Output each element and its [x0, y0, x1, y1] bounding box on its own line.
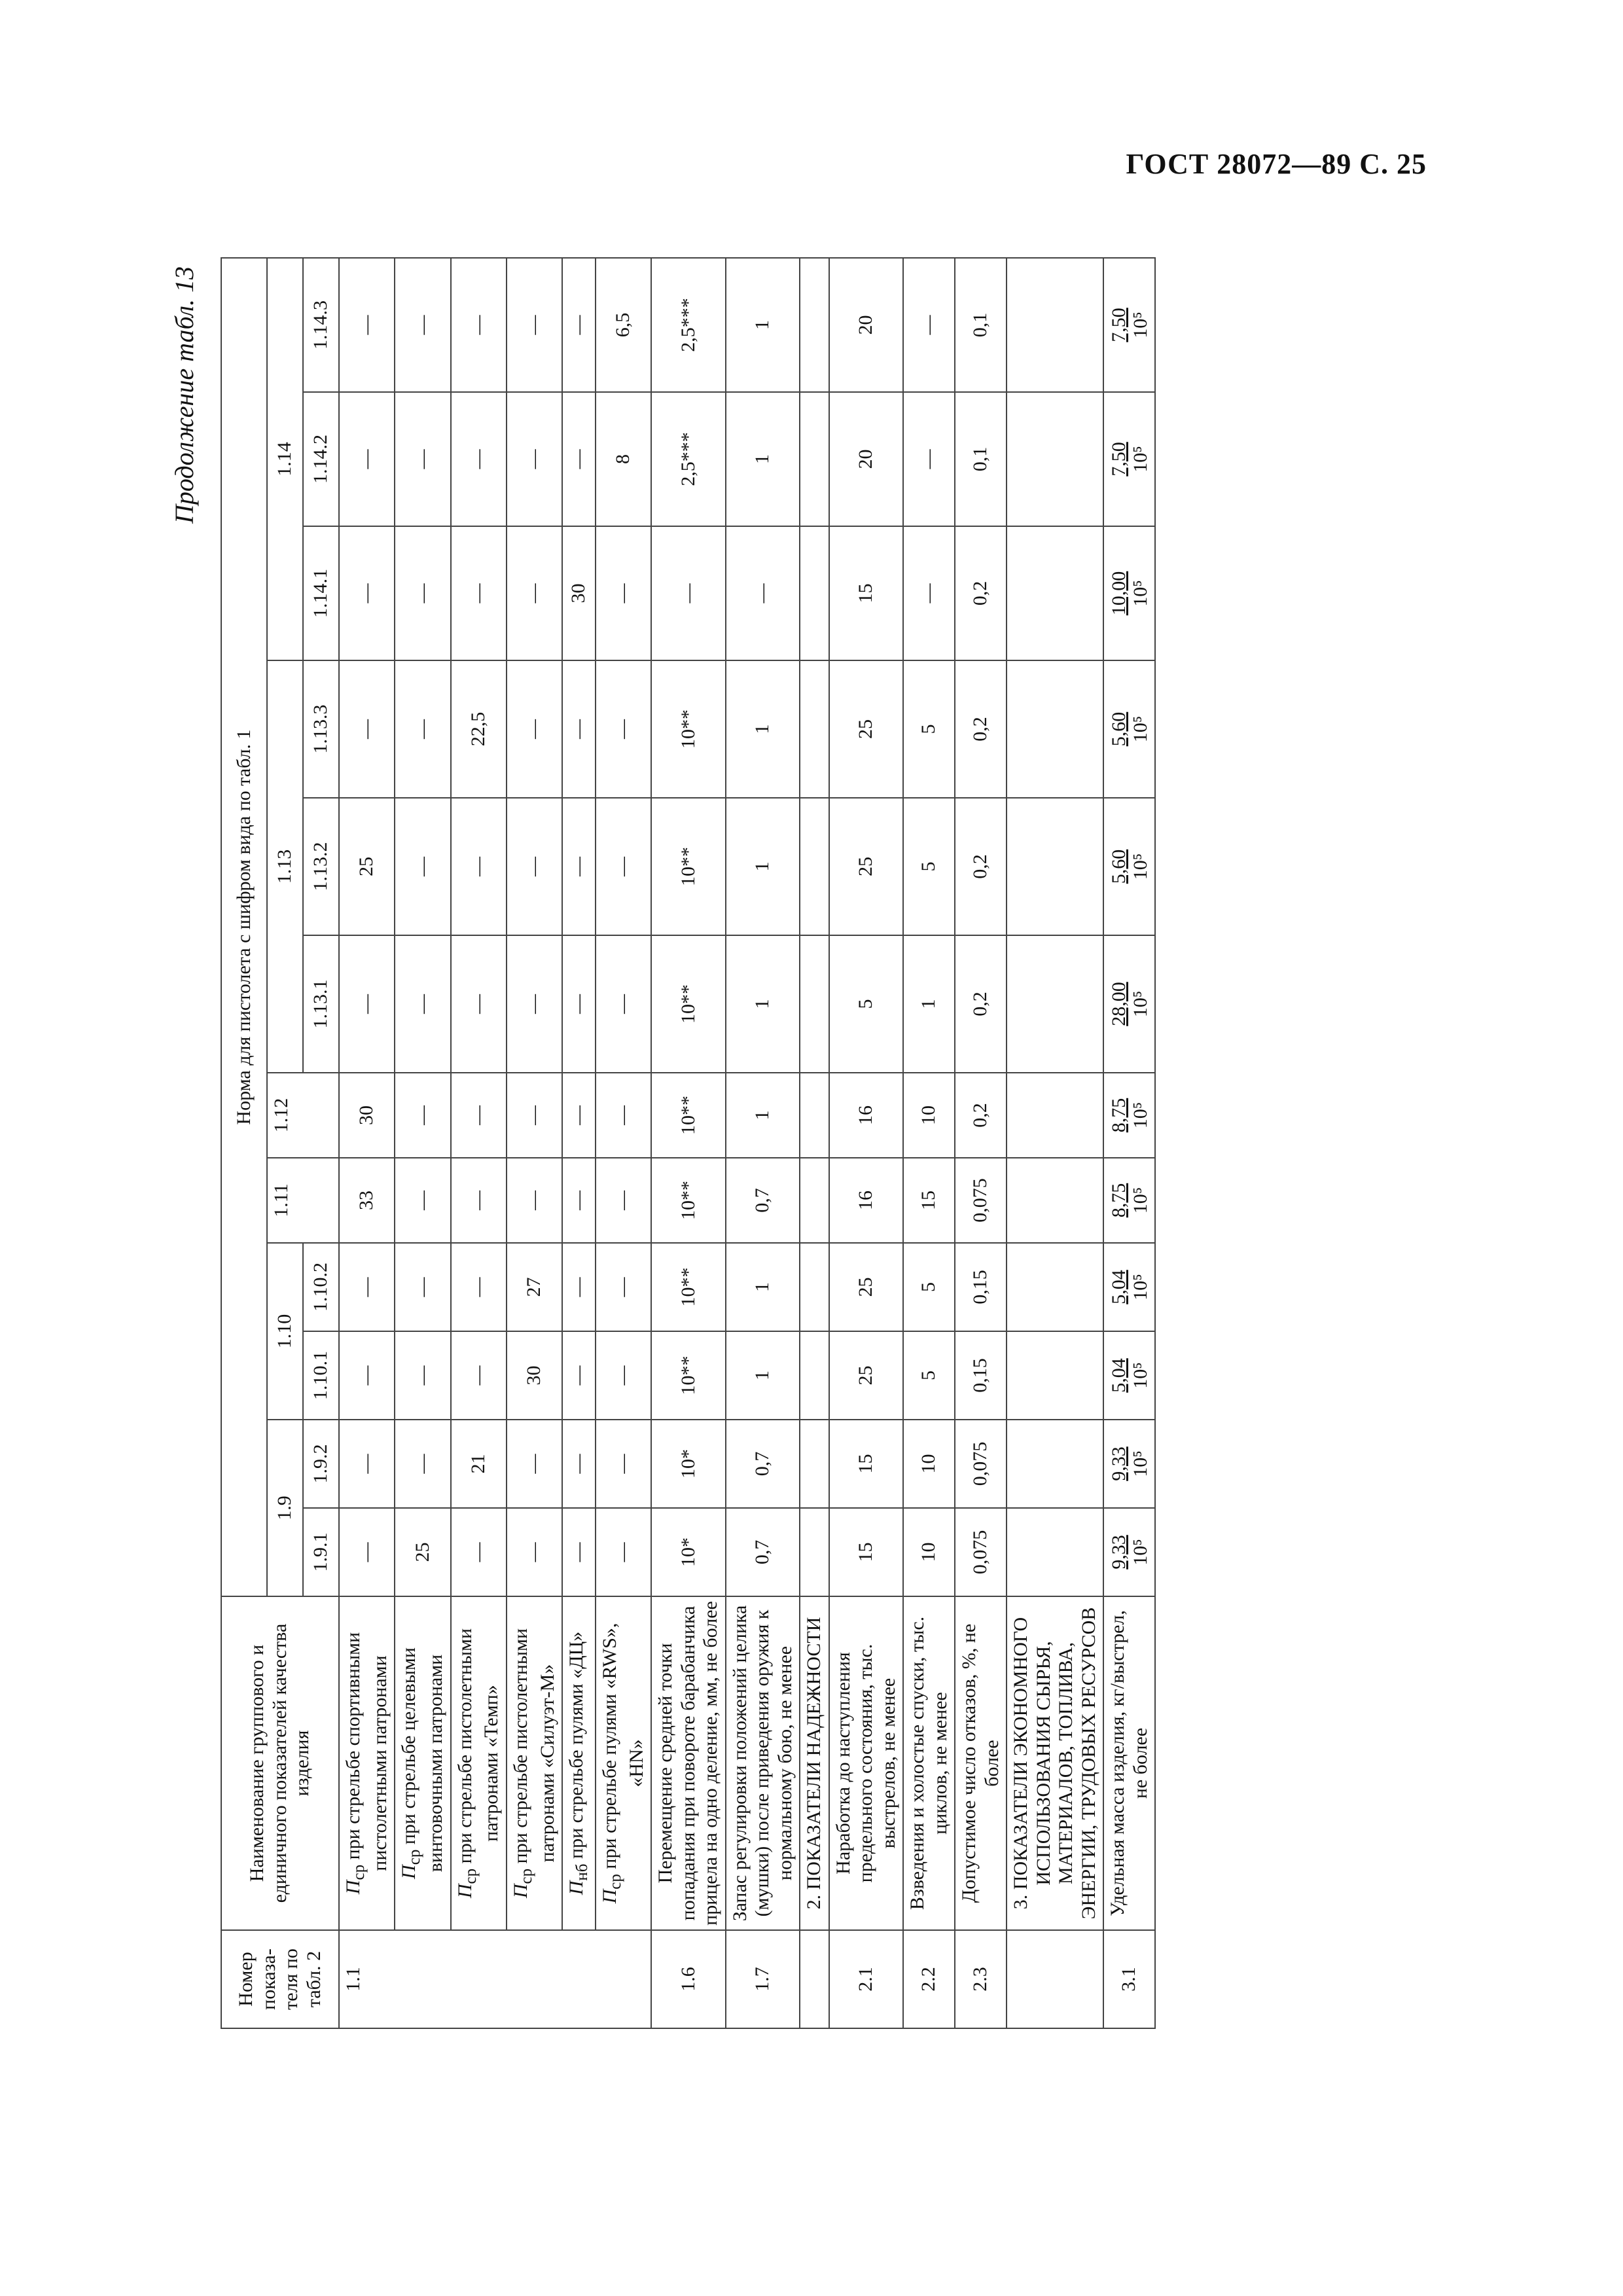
value-cell: — — [507, 1420, 562, 1508]
fraction-denominator: 10⁵ — [1129, 1362, 1151, 1389]
rotated-table-area — [165, 223, 1448, 2029]
header-group: 1.11 — [267, 1158, 339, 1243]
value-cell: — — [451, 935, 507, 1073]
value-cell: 15 — [829, 1420, 904, 1508]
empty-cell — [1007, 526, 1103, 660]
fraction-denominator: 10⁵ — [1129, 1102, 1151, 1129]
value-cell: — — [507, 935, 562, 1073]
value-cell: 1 — [726, 392, 800, 526]
header-sub: 1.9.1 — [303, 1508, 339, 1596]
fraction-numerator: 7,50 — [1107, 308, 1130, 342]
fraction-denominator: 10⁵ — [1129, 1274, 1151, 1300]
row-name: $П_{ср}$ при стрельбе спортивными пистолетными патронами — [339, 1596, 395, 1930]
value-cell: — — [395, 1158, 450, 1243]
value-cell: 16 — [829, 1158, 904, 1243]
header-group: 1.12 — [267, 1073, 339, 1158]
fraction-cell — [1103, 392, 1155, 526]
value-cell: — — [507, 1158, 562, 1243]
table-caption: Продолжение табл. 13 — [169, 266, 199, 524]
empty-cell — [1007, 1508, 1103, 1596]
header-sub: 1.14.1 — [303, 526, 339, 660]
empty-cell — [1007, 935, 1103, 1073]
value-cell: — — [726, 526, 800, 660]
section-row — [1007, 258, 1103, 2028]
fraction-numerator: 5,60 — [1107, 711, 1130, 747]
value-cell: — — [562, 935, 596, 1073]
fraction-numerator: 5,04 — [1107, 1270, 1130, 1304]
row-name: Взведения и холостые спуски, тыс. циклов, не менее — [903, 1596, 955, 1930]
value-cell: — — [395, 1243, 450, 1331]
fraction-numerator: 7,50 — [1107, 442, 1130, 476]
header-col-num: Номер показа-теля по табл. 2 — [221, 1930, 339, 2028]
value-cell: 30 — [339, 1073, 395, 1158]
row-name: Запас регулировки положений целика (мушки) после приведения оружия к нормальному бою, не менее — [726, 1596, 800, 1930]
empty-cell — [1007, 1331, 1103, 1420]
value-cell: 10** — [651, 935, 726, 1073]
value-cell: — — [596, 1243, 651, 1331]
table-row — [1103, 258, 1155, 2028]
header-sub: 1.13.2 — [303, 798, 339, 935]
value-cell: 20 — [829, 258, 904, 392]
value-cell: — — [596, 1508, 651, 1596]
fraction — [1108, 1532, 1151, 1572]
value-cell: — — [395, 392, 450, 526]
fraction-cell — [1103, 935, 1155, 1073]
value-cell: 0,2 — [955, 526, 1007, 660]
fraction-denominator: 10⁵ — [1129, 446, 1151, 473]
fraction-cell — [1103, 1331, 1155, 1420]
value-cell: 30 — [562, 526, 596, 660]
value-cell: — — [562, 660, 596, 798]
value-cell: — — [507, 660, 562, 798]
value-cell: 10** — [651, 798, 726, 935]
row-number: 1.7 — [726, 1930, 800, 2028]
value-cell: 1 — [903, 935, 955, 1073]
empty-cell — [800, 798, 829, 935]
value-cell: — — [562, 1508, 596, 1596]
row-number: 3.1 — [1103, 1930, 1155, 2028]
value-cell: 0,2 — [955, 660, 1007, 798]
table-row — [726, 258, 800, 2028]
value-cell: — — [651, 526, 726, 660]
value-cell: — — [596, 798, 651, 935]
value-cell: 1 — [726, 1331, 800, 1420]
fraction — [1108, 569, 1151, 619]
row-number: 2.3 — [955, 1930, 1007, 2028]
fraction-numerator: 9,33 — [1107, 1535, 1130, 1570]
value-cell: 0,15 — [955, 1243, 1007, 1331]
header-group: 1.13 — [267, 660, 303, 1073]
fraction-cell — [1103, 1243, 1155, 1331]
fraction-denominator: 10⁵ — [1129, 990, 1151, 1018]
section-title: 3. ПОКАЗАТЕЛИ ЭКОНОМНОГО ИСПОЛЬЗОВАНИЯ СЫРЬЯ, МАТЕРИАЛОВ, ТОПЛИВА, ЭНЕРГИИ, ТРУДОВЫХ РЕСУРСОВ — [1007, 1596, 1103, 1930]
value-cell: — — [451, 1243, 507, 1331]
value-cell: — — [395, 258, 450, 392]
table-row — [596, 258, 651, 2028]
value-cell: — — [339, 935, 395, 1073]
table-row — [955, 258, 1007, 2028]
row-number: 1.6 — [651, 1930, 726, 2028]
header-group: 1.14 — [267, 258, 303, 660]
value-cell: 0,7 — [726, 1508, 800, 1596]
row-name: $П_{нб}$ при стрельбе пулями «ДЦ» — [562, 1596, 596, 1930]
value-cell: 15 — [829, 526, 904, 660]
fraction-cell — [1103, 258, 1155, 392]
value-cell: 5 — [829, 935, 904, 1073]
value-cell: 0,7 — [726, 1158, 800, 1243]
fraction-cell — [1103, 660, 1155, 798]
row-number-empty — [800, 1930, 829, 2028]
value-cell: — — [451, 526, 507, 660]
value-cell: 10** — [651, 660, 726, 798]
table-row — [451, 258, 507, 2028]
row-number: 1.1 — [339, 1930, 651, 2028]
value-cell: 1 — [726, 660, 800, 798]
row-name: Удельная масса изделия, кг/выстрел, не более — [1103, 1596, 1155, 1930]
value-cell: 16 — [829, 1073, 904, 1158]
header-sub: 1.9.2 — [303, 1420, 339, 1508]
value-cell: — — [903, 392, 955, 526]
row-name: $П_{ср}$ при стрельбе пистолетными патронами «Темп» — [451, 1596, 507, 1930]
value-cell: — — [562, 798, 596, 935]
value-cell: — — [451, 1073, 507, 1158]
fraction — [1108, 847, 1151, 887]
fraction-denominator: 10⁵ — [1129, 312, 1151, 338]
value-cell: — — [451, 258, 507, 392]
value-cell: — — [339, 258, 395, 392]
empty-cell — [1007, 1073, 1103, 1158]
value-cell: 10 — [903, 1508, 955, 1596]
value-cell: — — [451, 1508, 507, 1596]
fraction — [1108, 1181, 1151, 1221]
value-cell: — — [596, 1158, 651, 1243]
value-cell: 21 — [451, 1420, 507, 1508]
section-row — [800, 258, 829, 2028]
value-cell: — — [339, 526, 395, 660]
fraction-numerator: 8,75 — [1107, 1183, 1130, 1218]
value-cell: 25 — [339, 798, 395, 935]
empty-cell — [800, 1420, 829, 1508]
value-cell: 25 — [395, 1508, 450, 1596]
row-number: 2.2 — [903, 1930, 955, 2028]
value-cell: — — [507, 392, 562, 526]
value-cell: 1 — [726, 1073, 800, 1158]
value-cell: — — [507, 526, 562, 660]
value-cell: — — [562, 1331, 596, 1420]
empty-cell — [800, 1508, 829, 1596]
fraction-denominator: 10⁵ — [1129, 853, 1151, 880]
value-cell: — — [339, 1420, 395, 1508]
value-cell: — — [395, 660, 450, 798]
value-cell: — — [395, 1331, 450, 1420]
fraction — [1108, 1355, 1151, 1395]
value-cell: 15 — [829, 1508, 904, 1596]
value-cell: — — [562, 392, 596, 526]
value-cell: — — [339, 1243, 395, 1331]
fraction-cell — [1103, 1420, 1155, 1508]
fraction-cell — [1103, 1508, 1155, 1596]
value-cell: — — [596, 660, 651, 798]
value-cell: 6,5 — [596, 258, 651, 392]
value-cell: 8 — [596, 392, 651, 526]
table-row — [507, 258, 562, 2028]
value-cell: 10 — [903, 1073, 955, 1158]
fraction-numerator: 5,04 — [1107, 1358, 1130, 1393]
value-cell: — — [596, 1331, 651, 1420]
value-cell: 1 — [726, 258, 800, 392]
row-name: Перемещение средней точки попадания при повороте барабанчика прицела на одно деление, мм, не более — [651, 1596, 726, 1930]
value-cell: 25 — [829, 798, 904, 935]
value-cell: 25 — [829, 1331, 904, 1420]
fraction — [1108, 439, 1151, 479]
empty-cell — [1007, 392, 1103, 526]
value-cell: 10* — [651, 1420, 726, 1508]
value-cell: 15 — [903, 1158, 955, 1243]
empty-cell — [1007, 258, 1103, 392]
fraction-numerator: 8,75 — [1107, 1098, 1130, 1133]
header-sub: 1.14.3 — [303, 258, 339, 392]
fraction — [1108, 1267, 1151, 1307]
value-cell: — — [596, 526, 651, 660]
value-cell: 0,2 — [955, 798, 1007, 935]
fraction-numerator: 28,00 — [1107, 982, 1130, 1026]
fraction-numerator: 5,60 — [1107, 849, 1130, 884]
value-cell: — — [395, 1073, 450, 1158]
value-cell: 0,15 — [955, 1331, 1007, 1420]
empty-cell — [800, 526, 829, 660]
value-cell: — — [596, 1420, 651, 1508]
fraction-cell — [1103, 798, 1155, 935]
header-sub: 1.13.1 — [303, 935, 339, 1073]
fraction — [1108, 1096, 1151, 1136]
row-number: 2.1 — [829, 1930, 904, 2028]
row-name: $П_{ср}$ при стрельбе пистолетными патронами «Силуэт-М» — [507, 1596, 562, 1930]
value-cell: 0,1 — [955, 258, 1007, 392]
value-cell: — — [562, 1420, 596, 1508]
section-title: 2. ПОКАЗАТЕЛИ НАДЕЖНОСТИ — [800, 1596, 829, 1930]
value-cell: 10** — [651, 1158, 726, 1243]
value-cell: — — [507, 798, 562, 935]
value-cell: — — [395, 798, 450, 935]
value-cell: 5 — [903, 1331, 955, 1420]
value-cell: 2,5*** — [651, 258, 726, 392]
value-cell: 0,2 — [955, 1073, 1007, 1158]
value-cell: 2,5*** — [651, 392, 726, 526]
fraction-denominator: 10⁵ — [1129, 1450, 1151, 1477]
table-row — [903, 258, 955, 2028]
value-cell: — — [451, 798, 507, 935]
value-cell: — — [507, 1073, 562, 1158]
fraction — [1108, 1444, 1151, 1484]
empty-cell — [1007, 1243, 1103, 1331]
fraction-numerator: 10,00 — [1107, 571, 1130, 616]
empty-cell — [1007, 660, 1103, 798]
value-cell: — — [395, 935, 450, 1073]
empty-cell — [800, 935, 829, 1073]
data-table — [221, 257, 1156, 2029]
value-cell: — — [507, 258, 562, 392]
empty-cell — [800, 392, 829, 526]
value-cell: 0,075 — [955, 1508, 1007, 1596]
empty-cell — [800, 1331, 829, 1420]
value-cell: 0,1 — [955, 392, 1007, 526]
value-cell: — — [395, 1420, 450, 1508]
value-cell: 1 — [726, 935, 800, 1073]
value-cell: — — [562, 258, 596, 392]
value-cell: — — [339, 392, 395, 526]
empty-cell — [800, 1158, 829, 1243]
header-sub: 1.14.2 — [303, 392, 339, 526]
table-row — [829, 258, 904, 2028]
value-cell: 10** — [651, 1331, 726, 1420]
value-cell: — — [451, 1331, 507, 1420]
table-row — [562, 258, 596, 2028]
fraction — [1108, 305, 1151, 345]
value-cell: 1 — [726, 1243, 800, 1331]
empty-cell — [1007, 1420, 1103, 1508]
empty-cell — [1007, 1158, 1103, 1243]
value-cell: — — [507, 1508, 562, 1596]
table-row — [651, 258, 726, 2028]
header-sub: 1.13.3 — [303, 660, 339, 798]
empty-cell — [1007, 798, 1103, 935]
value-cell: — — [339, 1508, 395, 1596]
value-cell: 5 — [903, 798, 955, 935]
empty-cell — [800, 660, 829, 798]
value-cell: 20 — [829, 392, 904, 526]
value-cell: 33 — [339, 1158, 395, 1243]
value-cell: — — [596, 935, 651, 1073]
value-cell: 27 — [507, 1243, 562, 1331]
value-cell: — — [339, 1331, 395, 1420]
fraction — [1108, 979, 1151, 1029]
empty-cell — [800, 258, 829, 392]
empty-cell — [800, 1073, 829, 1158]
row-name: $П_{ср}$ при стрельбе пулями «RWS», «HN» — [596, 1596, 651, 1930]
value-cell: 5 — [903, 1243, 955, 1331]
value-cell: 22,5 — [451, 660, 507, 798]
header-sub: 1.10.2 — [303, 1243, 339, 1331]
row-name: Наработка до наступления предельного состояния, тыс. выстрелов, не менее — [829, 1596, 904, 1930]
fraction-cell — [1103, 1073, 1155, 1158]
row-name: $П_{ср}$ при стрельбе целевыми винтовочными патронами — [395, 1596, 450, 1930]
fraction-cell — [1103, 1158, 1155, 1243]
fraction-denominator: 10⁵ — [1129, 1539, 1151, 1566]
fraction-cell — [1103, 526, 1155, 660]
fraction-denominator: 10⁵ — [1129, 1187, 1151, 1214]
value-cell: 10 — [903, 1420, 955, 1508]
value-cell: — — [562, 1073, 596, 1158]
header-group: 1.9 — [267, 1420, 303, 1596]
page-header: ГОСТ 28072—89 С. 25 — [1126, 148, 1427, 180]
value-cell: — — [562, 1243, 596, 1331]
fraction-denominator: 10⁵ — [1129, 580, 1151, 607]
header-group: 1.10 — [267, 1243, 303, 1420]
fraction-denominator: 10⁵ — [1129, 715, 1151, 743]
value-cell: 0,7 — [726, 1420, 800, 1508]
value-cell: 10** — [651, 1243, 726, 1331]
header-sub: 1.10.1 — [303, 1331, 339, 1420]
empty-cell — [800, 1243, 829, 1331]
header-col-name: Наименование группового и единичного показателей качества изделия — [221, 1596, 339, 1930]
value-cell: — — [562, 1158, 596, 1243]
value-cell: — — [339, 660, 395, 798]
value-cell: 25 — [829, 660, 904, 798]
fraction-numerator: 9,33 — [1107, 1446, 1130, 1481]
fraction — [1108, 709, 1151, 749]
value-cell: — — [451, 1158, 507, 1243]
value-cell: — — [395, 526, 450, 660]
value-cell: 1 — [726, 798, 800, 935]
value-cell: 30 — [507, 1331, 562, 1420]
table-row — [339, 258, 395, 2028]
value-cell: 0,075 — [955, 1158, 1007, 1243]
value-cell: — — [903, 526, 955, 660]
value-cell: — — [903, 258, 955, 392]
value-cell: 0,075 — [955, 1420, 1007, 1508]
table-body — [339, 258, 1155, 2028]
row-name: Допустимое число отказов, %, не более — [955, 1596, 1007, 1930]
value-cell: 0,2 — [955, 935, 1007, 1073]
value-cell: 5 — [903, 660, 955, 798]
value-cell: 10* — [651, 1508, 726, 1596]
value-cell: 25 — [829, 1243, 904, 1331]
value-cell: — — [451, 392, 507, 526]
value-cell: — — [596, 1073, 651, 1158]
value-cell: 10** — [651, 1073, 726, 1158]
row-number-empty — [1007, 1930, 1103, 2028]
table-row — [395, 258, 450, 2028]
header-norm: Норма для пистолета с шифром вида по табл. 1 — [221, 258, 267, 1596]
